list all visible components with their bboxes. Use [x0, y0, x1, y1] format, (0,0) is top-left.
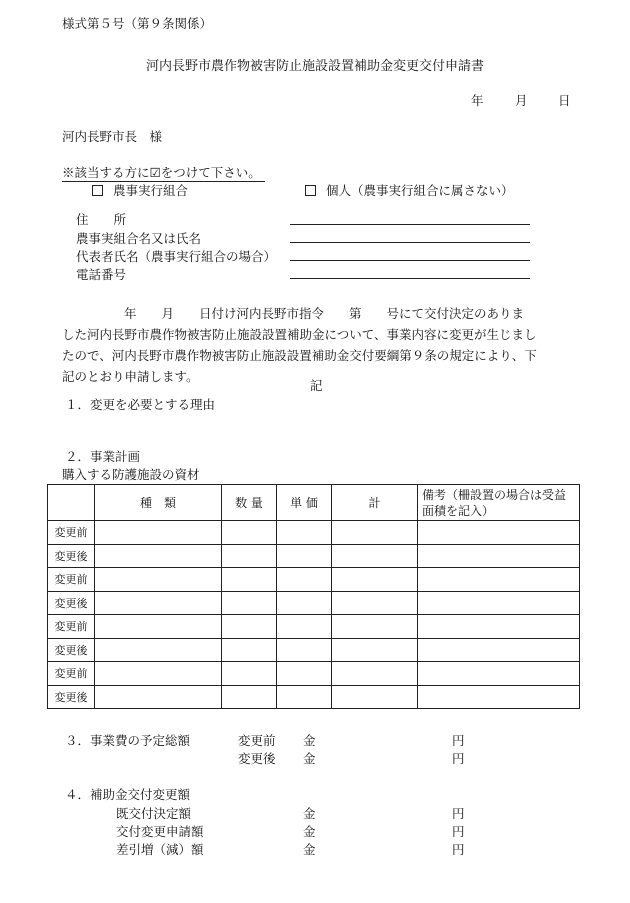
table-cell[interactable] — [418, 638, 580, 662]
header-total: 計 — [332, 485, 418, 521]
body-line: した河内長野市農作物被害防止施設設置補助金について、事業内容に変更が生じまし — [62, 327, 537, 342]
table-cell[interactable] — [418, 685, 580, 709]
section-3-after-label: 変更後 — [238, 751, 276, 766]
section-3-heading: ３．事業費の予定総額 — [65, 733, 191, 748]
table-row — [48, 521, 580, 545]
option-label: 農事実行組合 — [113, 183, 189, 198]
table-cell[interactable] — [222, 638, 277, 662]
section-3-after-yen: 円 — [452, 751, 465, 766]
field-line-phone[interactable] — [290, 278, 530, 279]
section-4-kin: 金 — [303, 824, 316, 839]
section-4-heading: ４．補助金交付変更額 — [65, 787, 191, 802]
row-label: 変更前 — [48, 615, 95, 639]
table-cell[interactable] — [222, 591, 277, 615]
table-cell[interactable] — [332, 662, 418, 686]
table-cell[interactable] — [332, 638, 418, 662]
field-label-representative: 代表者氏名（農事実行組合の場合） — [76, 249, 277, 264]
table-cell[interactable] — [95, 615, 222, 639]
table-cell[interactable] — [277, 615, 332, 639]
table-row — [48, 615, 580, 639]
row-label: 変更後 — [48, 591, 95, 615]
section-3-before-yen: 円 — [452, 733, 465, 748]
table-cell[interactable] — [222, 615, 277, 639]
section-4-item-label: 既交付決定額 — [116, 806, 192, 821]
body-line: たので、河内長野市農作物被害防止施設設置補助金交付要綱第９条の規定により、下 — [62, 348, 537, 363]
section-4-yen: 円 — [452, 806, 465, 821]
date-month: 月 — [515, 93, 528, 108]
header-remarks: 備考（柵設置の場合は受益面積を記入） — [418, 485, 580, 521]
section-4-item-label: 差引増（減）額 — [116, 842, 204, 857]
table-cell[interactable] — [418, 615, 580, 639]
materials-table — [47, 484, 580, 709]
table-cell[interactable] — [95, 544, 222, 568]
date-year: 年 — [471, 93, 484, 108]
table-row — [48, 568, 580, 592]
table-cell[interactable] — [277, 638, 332, 662]
header-type: 種 類 — [95, 485, 222, 521]
date-day: 日 — [558, 93, 571, 108]
addressee: 河内長野市長 様 — [62, 129, 163, 144]
table-cell[interactable] — [418, 662, 580, 686]
section-4-item-label: 交付変更申請額 — [116, 824, 204, 839]
row-label: 変更前 — [48, 662, 95, 686]
instruction: ※該当する方に☑をつけて下さい。 — [62, 163, 265, 182]
row-label: 変更前 — [48, 568, 95, 592]
body-line: 記のとおり申請します。 — [62, 369, 199, 384]
field-label-phone: 電話番号 — [76, 267, 127, 282]
table-row — [48, 638, 580, 662]
section-3-after-kin: 金 — [303, 751, 316, 766]
section-4-yen: 円 — [452, 824, 465, 839]
table-row — [48, 685, 580, 709]
table-cell[interactable] — [332, 591, 418, 615]
form-title: 河内長野市農作物被害防止施設設置補助金変更交付申請書 — [145, 59, 484, 74]
table-header-row — [48, 485, 580, 521]
table-row — [48, 591, 580, 615]
section-2-subheading: 購入する防護施設の資材 — [62, 467, 200, 482]
section-4-kin: 金 — [303, 842, 316, 857]
field-line-name[interactable] — [290, 242, 530, 243]
row-label: 変更後 — [48, 685, 95, 709]
body-line: 年 月 日付け河内長野市指令 第 号にて交付決定のありま — [124, 306, 525, 321]
row-label: 変更後 — [48, 638, 95, 662]
table-cell[interactable] — [95, 568, 222, 592]
section-3-before-kin: 金 — [303, 733, 316, 748]
table-cell[interactable] — [332, 544, 418, 568]
checkbox-icon[interactable] — [305, 185, 316, 196]
table-cell[interactable] — [418, 544, 580, 568]
option-individual[interactable] — [305, 181, 514, 199]
field-label-name: 農事実組合名又は氏名 — [76, 231, 202, 246]
table-cell[interactable] — [95, 521, 222, 545]
table-cell[interactable] — [277, 662, 332, 686]
table-cell[interactable] — [277, 521, 332, 545]
table-cell[interactable] — [95, 638, 222, 662]
table-cell[interactable] — [277, 544, 332, 568]
table-cell[interactable] — [418, 521, 580, 545]
table-cell[interactable] — [95, 662, 222, 686]
section-2-heading: ２．事業計画 — [65, 449, 141, 464]
field-line-address[interactable] — [290, 224, 530, 225]
table-cell[interactable] — [277, 568, 332, 592]
table-cell[interactable] — [332, 568, 418, 592]
table-cell[interactable] — [222, 521, 277, 545]
header-unit-price: 単 価 — [277, 485, 332, 521]
table-cell[interactable] — [222, 544, 277, 568]
table-cell[interactable] — [277, 591, 332, 615]
table-cell[interactable] — [222, 685, 277, 709]
body-paragraph — [62, 303, 582, 387]
table-cell[interactable] — [222, 662, 277, 686]
table-cell[interactable] — [332, 521, 418, 545]
field-line-representative[interactable] — [290, 260, 530, 261]
header-quantity: 数 量 — [222, 485, 277, 521]
table-row — [48, 544, 580, 568]
section-4-yen: 円 — [452, 842, 465, 857]
table-cell[interactable] — [277, 685, 332, 709]
table-cell[interactable] — [332, 685, 418, 709]
table-cell[interactable] — [95, 685, 222, 709]
option-group[interactable] — [92, 181, 188, 199]
table-cell[interactable] — [222, 568, 277, 592]
table-cell[interactable] — [418, 591, 580, 615]
table-cell[interactable] — [95, 591, 222, 615]
table-row — [48, 662, 580, 686]
row-label: 変更後 — [48, 544, 95, 568]
section-1-heading: １．変更を必要とする理由 — [65, 397, 216, 412]
form-number: 様式第５号（第９条関係） — [62, 16, 213, 31]
option-label: 個人（農事実行組合に属さない） — [326, 183, 514, 198]
table-cell[interactable] — [418, 568, 580, 592]
row-label: 変更前 — [48, 521, 95, 545]
section-4-kin: 金 — [303, 806, 316, 821]
header-blank — [48, 485, 95, 521]
ki-mark: 記 — [310, 378, 323, 393]
checkbox-icon[interactable] — [92, 185, 103, 196]
field-label-address: 住 所 — [76, 212, 127, 227]
section-3-before-label: 変更前 — [238, 733, 276, 748]
table-cell[interactable] — [332, 615, 418, 639]
